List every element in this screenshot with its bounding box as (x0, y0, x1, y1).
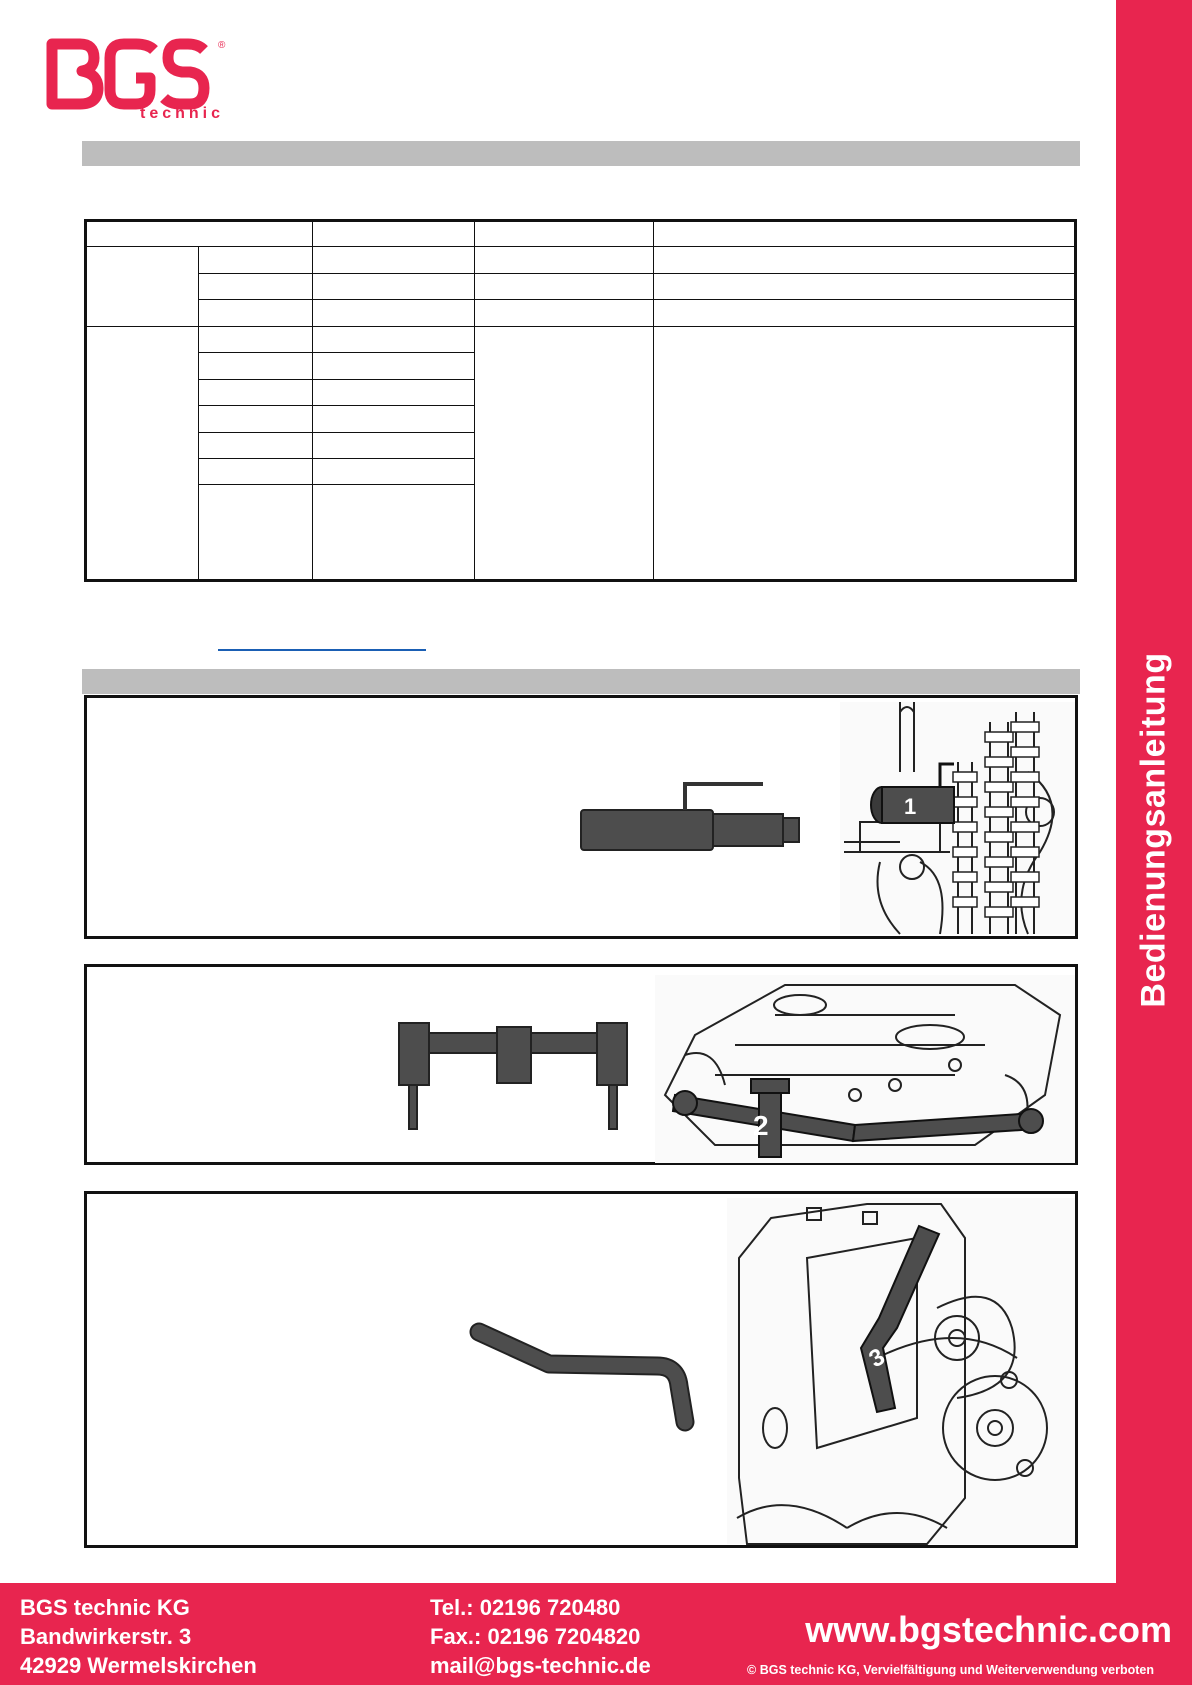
table-row (86, 300, 1076, 326)
logo-subtitle: technic (140, 105, 225, 122)
table-row (86, 247, 1076, 273)
footer-company: BGS technic KG (20, 1595, 190, 1620)
table-row (86, 326, 1076, 352)
table-header-row (86, 221, 1076, 247)
section-header-bar (82, 141, 1080, 166)
tool-box-1 (84, 695, 1078, 939)
table-row (86, 273, 1076, 299)
footer-fax: Fax.: 02196 7204820 (430, 1624, 641, 1649)
footer-city: 42929 Wermelskirchen (20, 1653, 257, 1678)
footer-address (20, 1593, 257, 1680)
footer-copyright: © BGS technic KG, Vervielfältigung und Weiterverwendung verboten (747, 1663, 1154, 1677)
figure-label-2: 2 (753, 1110, 769, 1141)
sidebar-strip (1116, 0, 1192, 1583)
bgs-technic-logo (44, 36, 224, 120)
footer-contact (430, 1593, 651, 1680)
footer-website[interactable]: www.bgstechnic.com (805, 1609, 1172, 1650)
specification-table (84, 219, 1077, 582)
hyperlink-underline[interactable] (218, 649, 426, 651)
locking-pin-tool-image (581, 780, 821, 852)
crank-lever-tool-image (469, 1318, 699, 1430)
cylinder-head-illustration-2 (655, 975, 1075, 1163)
footer-street: Bandwirkerstr. 3 (20, 1624, 192, 1649)
registered-mark: ® (218, 40, 226, 51)
figure-label-1: 1 (904, 794, 917, 819)
engine-front-illustration-3 (727, 1198, 1075, 1544)
footer (0, 1583, 1192, 1685)
tool-box-3 (84, 1191, 1078, 1548)
sidebar-title: Bedienungsanleitung (1134, 652, 1173, 1008)
footer-tel: Tel.: 02196 720480 (430, 1595, 621, 1620)
engine-timing-illustration-1 (840, 702, 1075, 934)
camshaft-lock-bar-tool-image (399, 1019, 629, 1145)
footer-mail[interactable]: mail@bgs-technic.de (430, 1653, 651, 1678)
figure-label-3: 3 (864, 1343, 890, 1374)
tool-box-2 (84, 964, 1078, 1165)
section-header-bar (82, 669, 1080, 694)
